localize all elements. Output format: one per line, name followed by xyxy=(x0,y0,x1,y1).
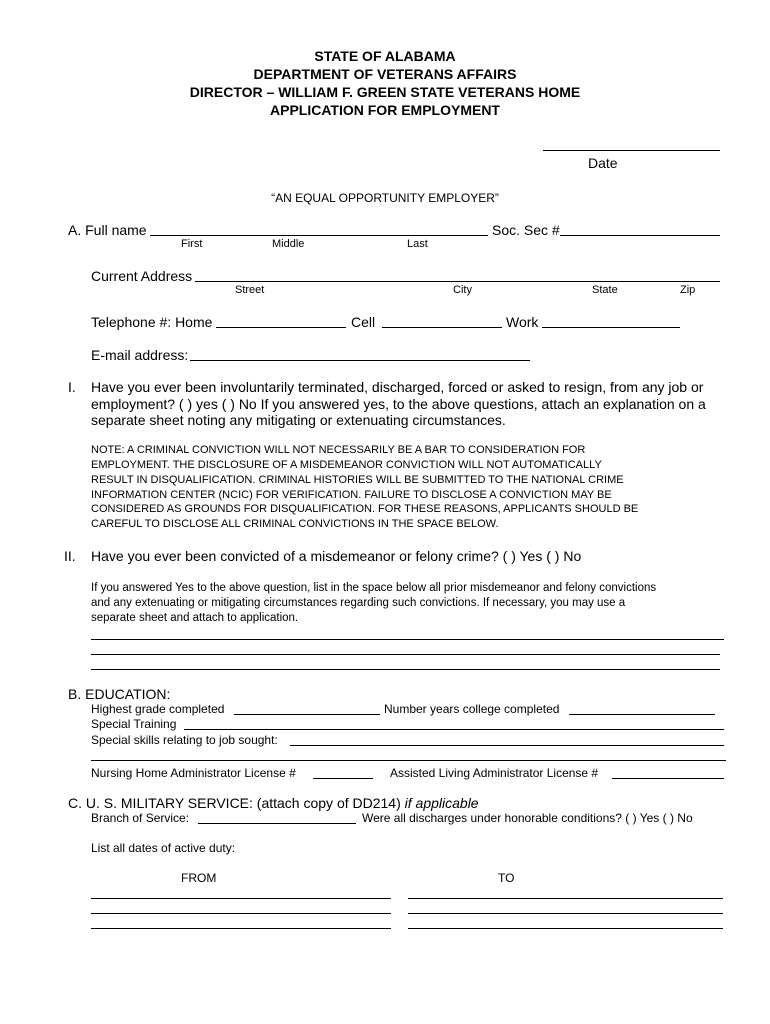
soc-sec-label: Soc. Sec # xyxy=(492,222,560,238)
cell-label: Cell xyxy=(351,314,376,330)
special-training-label: Special Training xyxy=(91,717,177,731)
to-header: TO xyxy=(498,871,515,885)
soc-sec-field[interactable] xyxy=(560,235,720,236)
conviction-line-1[interactable] xyxy=(91,639,724,640)
discharges-question: Were all discharges under honorable conditions? ( ) Yes ( ) No xyxy=(362,811,693,825)
to-line-2[interactable] xyxy=(408,913,723,914)
special-skills-label: Special skills relating to job sought: xyxy=(91,733,278,747)
military-heading-text: C. U. S. MILITARY SERVICE: (attach copy of DD214) xyxy=(68,795,401,811)
section-ii-numeral: II. xyxy=(64,548,76,564)
state-label: State xyxy=(592,284,618,296)
ala-license-label: Assisted Living Administrator License # xyxy=(390,766,599,780)
from-line-3[interactable] xyxy=(91,928,391,929)
section-i-line-3: separate sheet noting any mitigating or extenuating circumstances. xyxy=(91,412,506,428)
nha-license-field[interactable] xyxy=(313,778,373,779)
zip-label: Zip xyxy=(680,284,696,296)
from-line-1[interactable] xyxy=(91,898,391,899)
section-i-line-2: employment? ( ) yes ( ) No If you answered yes, to the above questions, attach an explanation on a xyxy=(91,396,706,412)
email-field[interactable] xyxy=(190,360,530,361)
first-label: First xyxy=(181,238,203,250)
note-line-3: RESULT IN DISQUALIFICATION. CRIMINAL HISTORIES WILL BE SUBMITTED TO THE NATIONAL CRIME xyxy=(91,474,624,486)
to-line-3[interactable] xyxy=(408,928,723,929)
cell-field[interactable] xyxy=(382,327,502,328)
ala-license-field[interactable] xyxy=(612,778,724,779)
telephone-home-label: Telephone #: Home xyxy=(91,314,213,330)
to-line-1[interactable] xyxy=(408,898,723,899)
street-label: Street xyxy=(235,284,265,296)
highest-grade-label: Highest grade completed xyxy=(91,702,225,716)
years-college-label: Number years college completed xyxy=(384,702,560,716)
section-ii-question: Have you ever been convicted of a misdemeanor or felony crime? ( ) Yes ( ) No xyxy=(91,548,582,564)
note-line-2: EMPLOYMENT. THE DISCLOSURE OF A MISDEMEANOR CONVICTION WILL NOT AUTOMATICALLY xyxy=(91,459,602,471)
branch-field[interactable] xyxy=(198,823,356,824)
section-ii-instr-2: and any extenuating or mitigating circumstances regarding such convictions. If necessary, you may use a xyxy=(91,597,626,609)
note-line-4: INFORMATION CENTER (NCIC) FOR VERIFICATION. FAILURE TO DISCLOSE A CONVICTION MAY BE xyxy=(91,489,612,501)
city-label: City xyxy=(453,284,472,296)
nha-license-label: Nursing Home Administrator License # xyxy=(91,766,296,780)
equal-opportunity: “AN EQUAL OPPORTUNITY EMPLOYER” xyxy=(271,191,499,205)
header-line-1: STATE OF ALABAMA xyxy=(314,48,456,64)
section-ii-instr-3: separate sheet and attach to application. xyxy=(91,612,299,624)
highest-grade-field[interactable] xyxy=(234,714,380,715)
years-college-field[interactable] xyxy=(569,714,715,715)
note-line-1: NOTE: A CRIMINAL CONVICTION WILL NOT NECESSARILY BE A BAR TO CONSIDERATION FOR xyxy=(91,444,586,456)
work-field[interactable] xyxy=(542,327,680,328)
current-address-field[interactable] xyxy=(195,281,720,282)
full-name-field[interactable] xyxy=(150,235,488,236)
date-field[interactable] xyxy=(543,150,720,151)
special-skills-field[interactable] xyxy=(290,745,724,746)
header-line-4: APPLICATION FOR EMPLOYMENT xyxy=(270,102,500,118)
middle-label: Middle xyxy=(272,238,305,250)
date-label: Date xyxy=(588,155,618,171)
current-address-label: Current Address xyxy=(91,268,193,284)
telephone-home-field[interactable] xyxy=(216,327,346,328)
full-name-label: A. Full name xyxy=(68,222,147,238)
header-line-3: DIRECTOR – WILLIAM F. GREEN STATE VETERANS HOME xyxy=(189,84,581,100)
last-label: Last xyxy=(407,238,428,250)
from-header: FROM xyxy=(181,871,217,885)
from-line-2[interactable] xyxy=(91,913,391,914)
section-ii-instr-1: If you answered Yes to the above question, list in the space below all prior misdemeanor and felony convictions xyxy=(91,582,657,594)
note-line-5: CONSIDERED AS GROUNDS FOR DISQUALIFICATION. FOR THESE REASONS, APPLICANTS SHOULD BE xyxy=(91,503,639,515)
active-duty-label: List all dates of active duty: xyxy=(91,841,236,855)
military-heading-italic: if applicable xyxy=(404,795,479,811)
military-heading xyxy=(68,795,479,811)
work-label: Work xyxy=(506,314,539,330)
conviction-line-3[interactable] xyxy=(91,669,720,670)
header-line-2: DEPARTMENT OF VETERANS AFFAIRS xyxy=(253,66,517,82)
conviction-line-2[interactable] xyxy=(91,654,720,655)
email-label: E-mail address: xyxy=(91,347,189,363)
special-training-field[interactable] xyxy=(184,729,724,730)
section-i-line-1: Have you ever been involuntarily terminated, discharged, forced or asked to resign, from any job or xyxy=(91,379,704,395)
education-heading: B. EDUCATION: xyxy=(68,686,171,702)
education-divider xyxy=(91,760,726,761)
note-line-6: CAREFUL TO DISCLOSE ALL CRIMINAL CONVICTIONS IN THE SPACE BELOW. xyxy=(91,518,499,530)
branch-label: Branch of Service: xyxy=(91,811,190,825)
section-i-numeral: I. xyxy=(68,379,76,395)
